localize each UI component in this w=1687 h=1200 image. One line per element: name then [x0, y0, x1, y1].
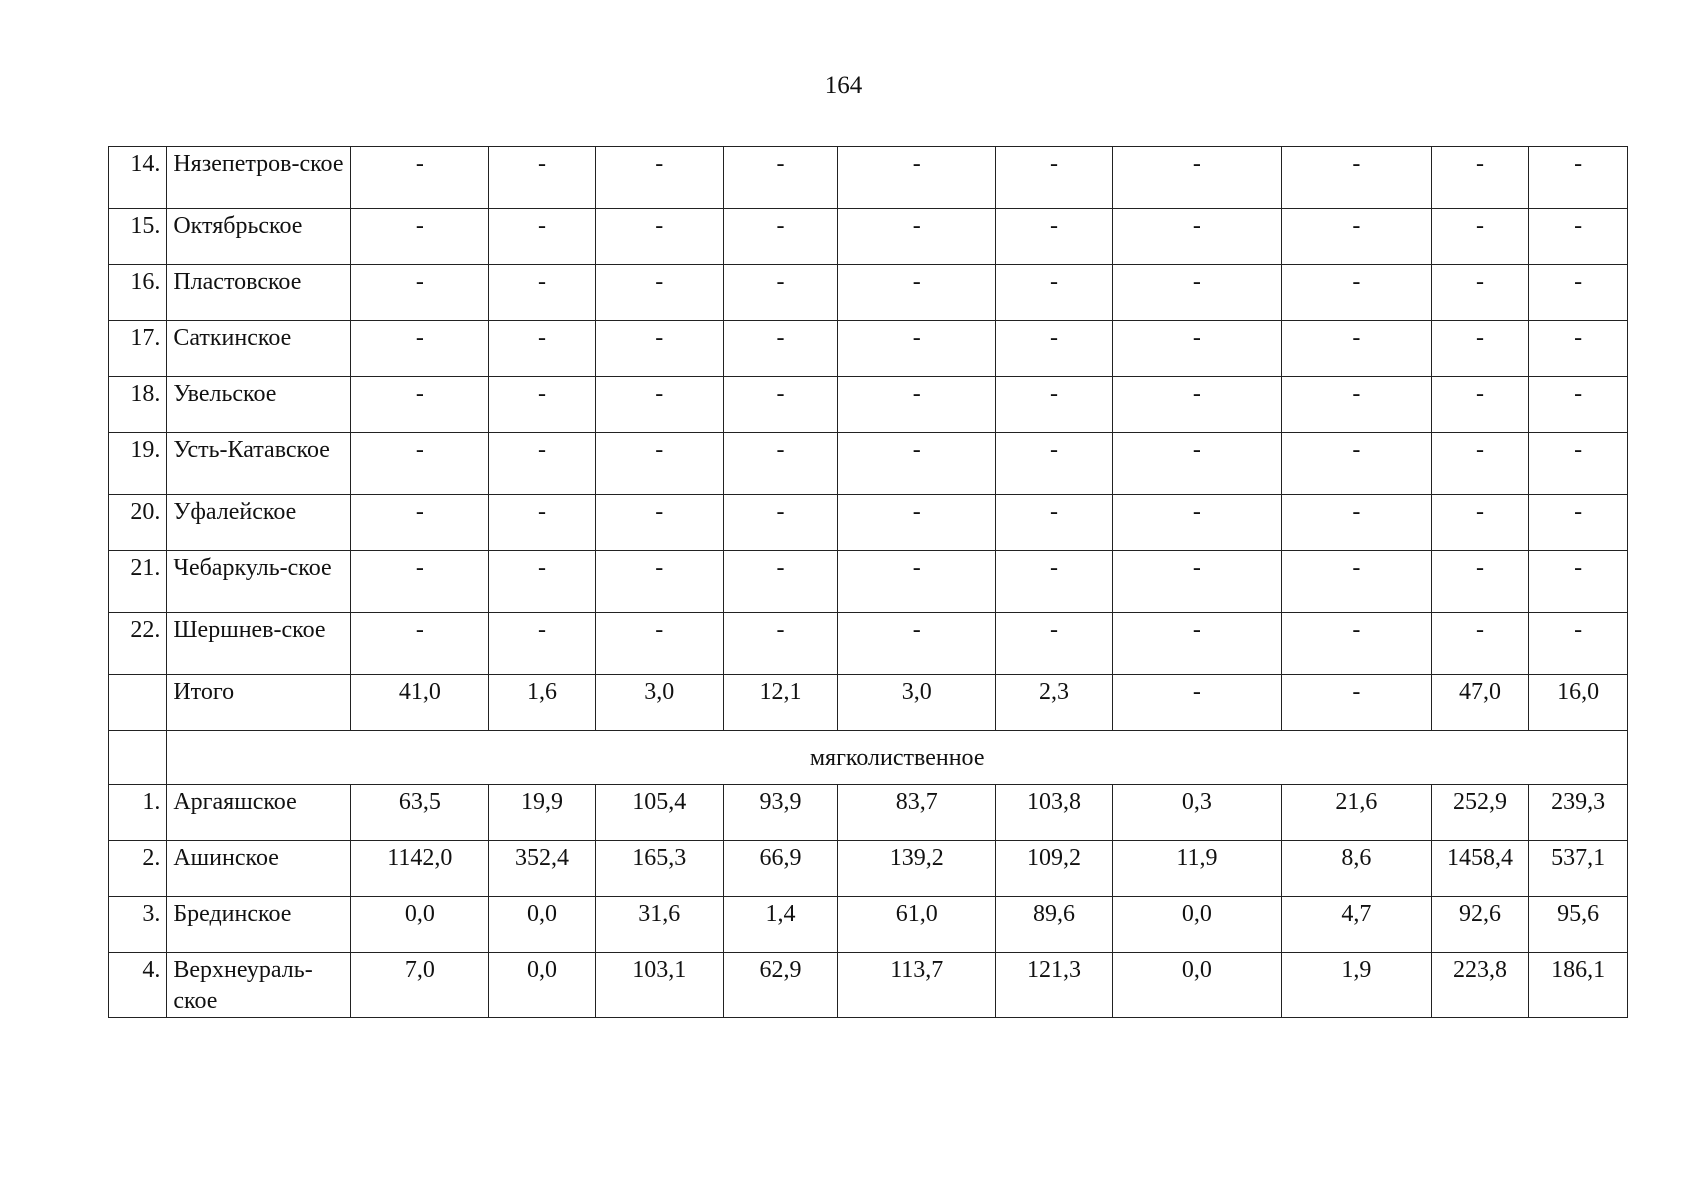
- forestry-table: [108, 146, 1628, 1018]
- district-name: Ашинское: [167, 841, 351, 897]
- value-cell: -: [595, 147, 723, 209]
- value-cell: 41,0: [351, 675, 489, 731]
- value-cell: -: [723, 551, 838, 613]
- value-cell: -: [1281, 265, 1431, 321]
- value-cell: 537,1: [1529, 841, 1628, 897]
- value-cell: -: [1281, 613, 1431, 675]
- table-row: [109, 321, 1628, 377]
- value-cell: 0,0: [489, 953, 596, 1018]
- district-name: Октябрьское: [167, 209, 351, 265]
- row-number: 2.: [109, 841, 167, 897]
- value-cell: 105,4: [595, 785, 723, 841]
- value-cell: -: [351, 321, 489, 377]
- value-cell: 113,7: [838, 953, 996, 1018]
- district-name: Усть-Катавское: [167, 433, 351, 495]
- value-cell: -: [1529, 147, 1628, 209]
- value-cell: 63,5: [351, 785, 489, 841]
- value-cell: -: [1112, 613, 1281, 675]
- value-cell: -: [996, 321, 1113, 377]
- value-cell: 186,1: [1529, 953, 1628, 1018]
- value-cell: 0,0: [489, 897, 596, 953]
- value-cell: -: [351, 551, 489, 613]
- value-cell: -: [595, 495, 723, 551]
- value-cell: -: [996, 495, 1113, 551]
- table-row: [109, 551, 1628, 613]
- value-cell: 139,2: [838, 841, 996, 897]
- value-cell: -: [838, 321, 996, 377]
- table-row: [109, 209, 1628, 265]
- value-cell: 7,0: [351, 953, 489, 1018]
- value-cell: -: [595, 209, 723, 265]
- value-cell: -: [723, 321, 838, 377]
- row-number: 15.: [109, 209, 167, 265]
- value-cell: -: [723, 265, 838, 321]
- value-cell: -: [1112, 321, 1281, 377]
- value-cell: 252,9: [1431, 785, 1529, 841]
- value-cell: 239,3: [1529, 785, 1628, 841]
- value-cell: -: [1431, 433, 1529, 495]
- value-cell: 3,0: [838, 675, 996, 731]
- value-cell: 16,0: [1529, 675, 1628, 731]
- value-cell: 0,0: [351, 897, 489, 953]
- value-cell: -: [351, 495, 489, 551]
- value-cell: -: [1431, 495, 1529, 551]
- value-cell: 93,9: [723, 785, 838, 841]
- value-cell: -: [1431, 613, 1529, 675]
- value-cell: -: [351, 433, 489, 495]
- value-cell: -: [1281, 495, 1431, 551]
- value-cell: -: [838, 209, 996, 265]
- value-cell: -: [723, 495, 838, 551]
- value-cell: -: [351, 209, 489, 265]
- value-cell: 2,3: [996, 675, 1113, 731]
- table-row: [109, 613, 1628, 675]
- value-cell: -: [1112, 495, 1281, 551]
- table-row: [109, 265, 1628, 321]
- value-cell: -: [595, 321, 723, 377]
- district-name: Аргаяшское: [167, 785, 351, 841]
- table-row: [109, 377, 1628, 433]
- value-cell: -: [996, 265, 1113, 321]
- value-cell: -: [1529, 377, 1628, 433]
- table-row: [109, 897, 1628, 953]
- value-cell: 89,6: [996, 897, 1113, 953]
- value-cell: 1,9: [1281, 953, 1431, 1018]
- value-cell: -: [838, 433, 996, 495]
- row-number: 19.: [109, 433, 167, 495]
- value-cell: -: [1112, 147, 1281, 209]
- value-cell: 109,2: [996, 841, 1113, 897]
- table-row: [109, 433, 1628, 495]
- value-cell: -: [996, 209, 1113, 265]
- row-number: [109, 675, 167, 731]
- value-cell: -: [1112, 675, 1281, 731]
- district-name: Брединское: [167, 897, 351, 953]
- district-name: Шершнев-ское: [167, 613, 351, 675]
- value-cell: 95,6: [1529, 897, 1628, 953]
- row-number: 20.: [109, 495, 167, 551]
- table-row: [109, 841, 1628, 897]
- value-cell: -: [723, 377, 838, 433]
- value-cell: 62,9: [723, 953, 838, 1018]
- row-number: 1.: [109, 785, 167, 841]
- value-cell: 1458,4: [1431, 841, 1529, 897]
- value-cell: -: [1431, 321, 1529, 377]
- value-cell: -: [1281, 675, 1431, 731]
- value-cell: -: [351, 613, 489, 675]
- value-cell: -: [1431, 377, 1529, 433]
- value-cell: -: [595, 377, 723, 433]
- value-cell: -: [1112, 377, 1281, 433]
- value-cell: 19,9: [489, 785, 596, 841]
- value-cell: 103,8: [996, 785, 1113, 841]
- section-row: [109, 731, 1628, 785]
- value-cell: -: [489, 377, 596, 433]
- value-cell: 0,3: [1112, 785, 1281, 841]
- value-cell: -: [996, 377, 1113, 433]
- value-cell: -: [1529, 433, 1628, 495]
- value-cell: -: [595, 265, 723, 321]
- value-cell: -: [838, 495, 996, 551]
- value-cell: -: [996, 613, 1113, 675]
- value-cell: 1142,0: [351, 841, 489, 897]
- value-cell: 0,0: [1112, 897, 1281, 953]
- value-cell: -: [723, 433, 838, 495]
- district-name: Уфалейское: [167, 495, 351, 551]
- value-cell: -: [1431, 209, 1529, 265]
- row-number: 3.: [109, 897, 167, 953]
- value-cell: -: [1281, 377, 1431, 433]
- value-cell: -: [996, 551, 1113, 613]
- value-cell: -: [489, 495, 596, 551]
- value-cell: -: [996, 433, 1113, 495]
- value-cell: -: [351, 377, 489, 433]
- value-cell: -: [1112, 265, 1281, 321]
- value-cell: 31,6: [595, 897, 723, 953]
- district-name: Саткинское: [167, 321, 351, 377]
- value-cell: -: [489, 147, 596, 209]
- value-cell: -: [723, 613, 838, 675]
- value-cell: -: [1529, 321, 1628, 377]
- value-cell: 0,0: [1112, 953, 1281, 1018]
- table-row: [109, 675, 1628, 731]
- value-cell: 92,6: [1431, 897, 1529, 953]
- row-number: 16.: [109, 265, 167, 321]
- row-number: 14.: [109, 147, 167, 209]
- value-cell: 61,0: [838, 897, 996, 953]
- value-cell: -: [1529, 265, 1628, 321]
- value-cell: -: [489, 433, 596, 495]
- row-number: 18.: [109, 377, 167, 433]
- value-cell: -: [1431, 147, 1529, 209]
- district-name: Увельское: [167, 377, 351, 433]
- value-cell: 1,4: [723, 897, 838, 953]
- value-cell: -: [1281, 433, 1431, 495]
- value-cell: -: [595, 613, 723, 675]
- empty-cell: [109, 731, 167, 785]
- row-number: 21.: [109, 551, 167, 613]
- district-name: Чебаркуль-ское: [167, 551, 351, 613]
- value-cell: -: [1529, 613, 1628, 675]
- value-cell: 8,6: [1281, 841, 1431, 897]
- row-number: 4.: [109, 953, 167, 1018]
- value-cell: 4,7: [1281, 897, 1431, 953]
- value-cell: -: [838, 147, 996, 209]
- value-cell: -: [1112, 209, 1281, 265]
- table-row: [109, 495, 1628, 551]
- table-row: [109, 953, 1628, 1018]
- value-cell: -: [595, 433, 723, 495]
- value-cell: -: [1281, 551, 1431, 613]
- district-name: Итого: [167, 675, 351, 731]
- row-number: 17.: [109, 321, 167, 377]
- value-cell: 11,9: [1112, 841, 1281, 897]
- value-cell: -: [595, 551, 723, 613]
- table-body: [109, 147, 1628, 1018]
- value-cell: -: [1112, 551, 1281, 613]
- value-cell: 21,6: [1281, 785, 1431, 841]
- value-cell: -: [1112, 433, 1281, 495]
- value-cell: 1,6: [489, 675, 596, 731]
- value-cell: 121,3: [996, 953, 1113, 1018]
- value-cell: -: [1281, 147, 1431, 209]
- value-cell: -: [1281, 209, 1431, 265]
- district-name: Верхнеураль-ское: [167, 953, 351, 1018]
- value-cell: -: [838, 377, 996, 433]
- value-cell: 103,1: [595, 953, 723, 1018]
- value-cell: -: [489, 209, 596, 265]
- value-cell: -: [351, 265, 489, 321]
- value-cell: -: [1529, 209, 1628, 265]
- value-cell: 223,8: [1431, 953, 1529, 1018]
- value-cell: -: [1431, 265, 1529, 321]
- value-cell: -: [838, 551, 996, 613]
- row-number: 22.: [109, 613, 167, 675]
- value-cell: -: [723, 209, 838, 265]
- value-cell: -: [838, 265, 996, 321]
- value-cell: 352,4: [489, 841, 596, 897]
- district-name: Нязепетров-ское: [167, 147, 351, 209]
- value-cell: -: [489, 321, 596, 377]
- page-number: 164: [824, 72, 863, 99]
- section-heading: мягколиственное: [167, 731, 1628, 785]
- value-cell: -: [1529, 551, 1628, 613]
- value-cell: 66,9: [723, 841, 838, 897]
- table-row: [109, 785, 1628, 841]
- value-cell: -: [838, 613, 996, 675]
- value-cell: -: [489, 265, 596, 321]
- district-name: Пластовское: [167, 265, 351, 321]
- value-cell: -: [489, 613, 596, 675]
- value-cell: -: [996, 147, 1113, 209]
- value-cell: 83,7: [838, 785, 996, 841]
- value-cell: -: [351, 147, 489, 209]
- value-cell: -: [723, 147, 838, 209]
- value-cell: -: [1431, 551, 1529, 613]
- value-cell: -: [1281, 321, 1431, 377]
- value-cell: -: [489, 551, 596, 613]
- value-cell: 47,0: [1431, 675, 1529, 731]
- value-cell: 165,3: [595, 841, 723, 897]
- value-cell: -: [1529, 495, 1628, 551]
- table-row: [109, 147, 1628, 209]
- value-cell: 12,1: [723, 675, 838, 731]
- value-cell: 3,0: [595, 675, 723, 731]
